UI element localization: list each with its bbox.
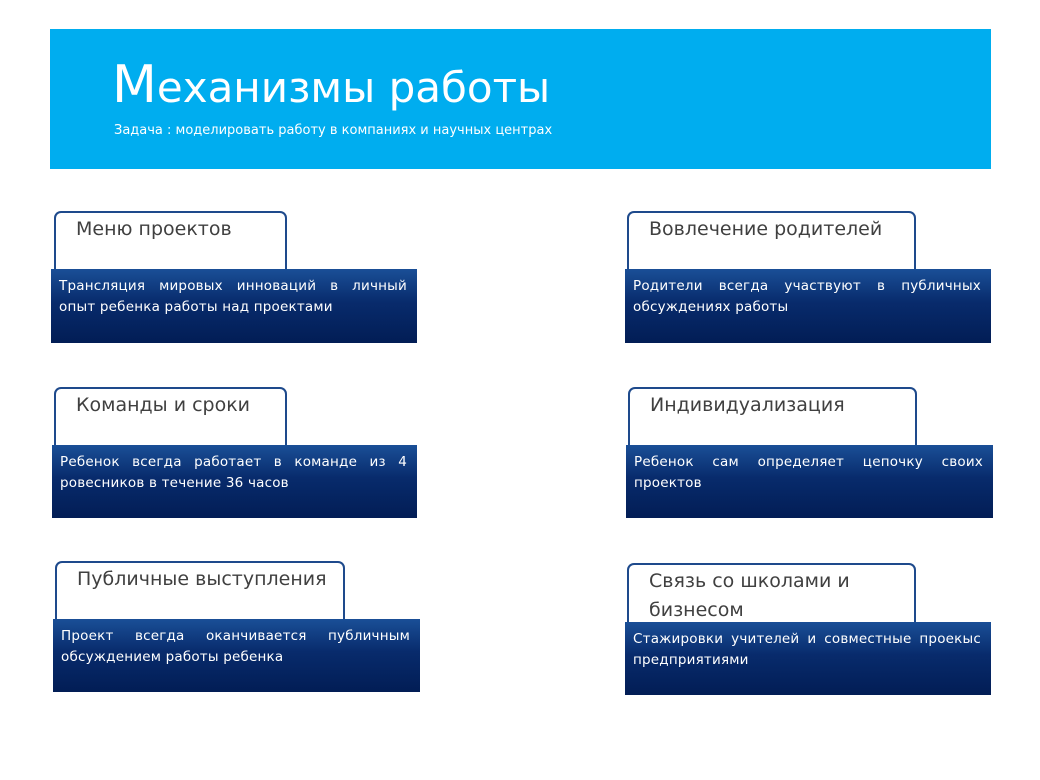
title-banner: [50, 29, 991, 169]
page-title-initial: М: [112, 55, 157, 115]
card-description: Проект всегда оканчивается публичным обсуждением работы ребенка: [53, 619, 420, 692]
card-description: Ребенок всегда работает в команде из 4 ровесников в течение 36 часов: [52, 445, 417, 518]
card-title-tab: Меню проектов: [54, 211, 287, 271]
card-description: Стажировки учителей и совместные проекыс предприятиями: [625, 622, 991, 695]
card-description: Родители всегда участвуют в публичных обсуждениях работы: [625, 269, 991, 343]
card-title-tab: Индивидуализация: [628, 387, 917, 447]
page-subtitle: Задача : моделировать работу в компаниях и научных центрах: [114, 123, 553, 138]
card-title-tab: Вовлечение родителей: [627, 211, 916, 271]
card-description: Ребенок сам определяет цепочку своих проектов: [626, 445, 993, 518]
page-title-rest: еханизмы работы: [156, 63, 551, 112]
card-title-tab: Публичные выступления: [55, 561, 345, 621]
card-description: Трансляция мировых инноваций в личный опыт ребенка работы над проектами: [51, 269, 417, 343]
card-title-tab: Связь со школами и бизнесом: [627, 563, 916, 625]
card-title-tab: Команды и сроки: [54, 387, 287, 447]
page-title: [112, 57, 550, 116]
